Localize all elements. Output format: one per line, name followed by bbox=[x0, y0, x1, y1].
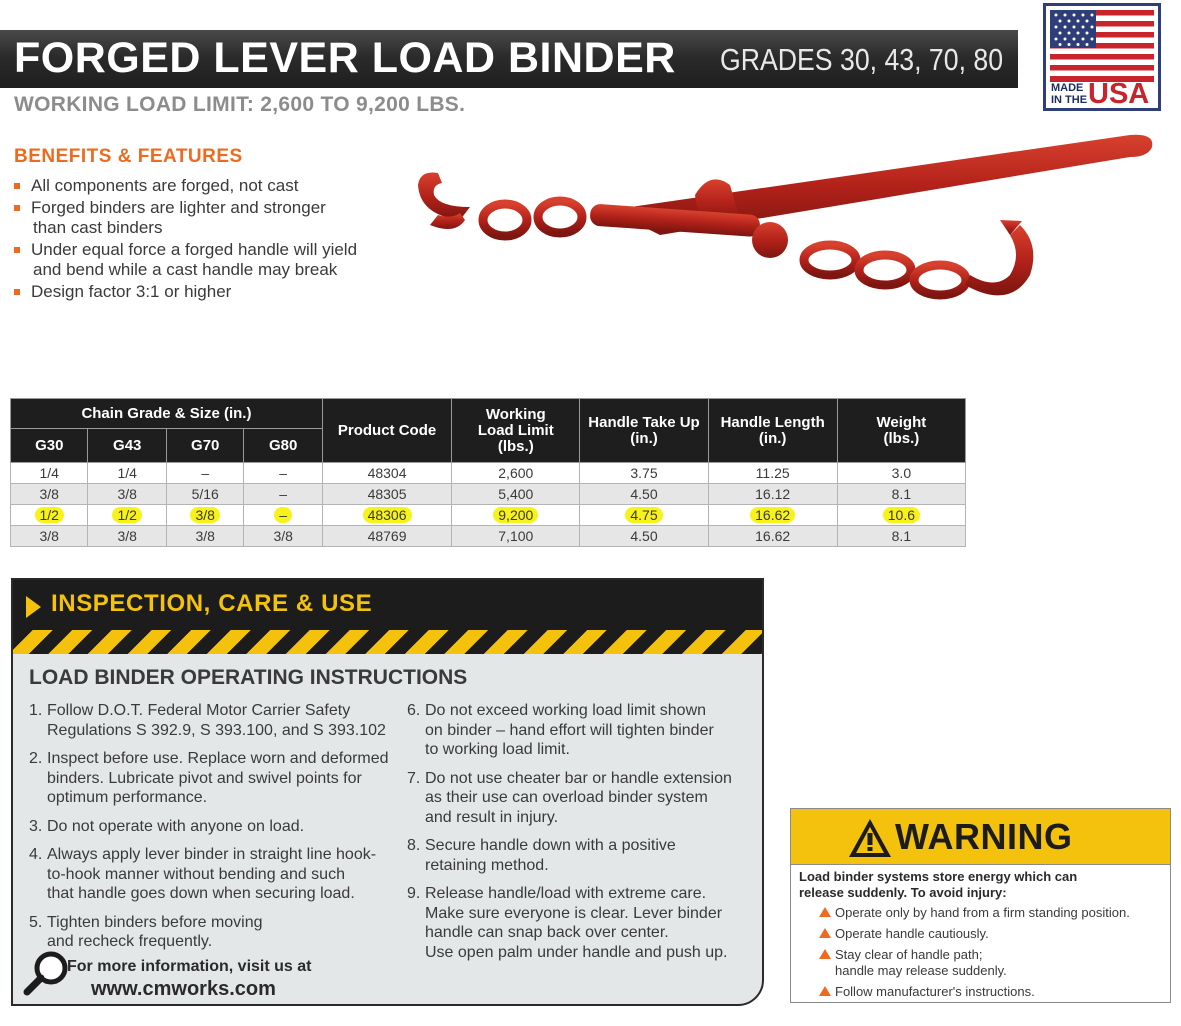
warning-item: Operate handle cautiously. bbox=[817, 926, 1162, 942]
grade-header: G30 bbox=[11, 429, 88, 463]
alert-triangle-icon bbox=[819, 986, 831, 996]
grade-header: G80 bbox=[244, 429, 322, 463]
instruction-item: 2. Inspect before use. Replace worn and deformed binders. Lubricate pivot and swivel points for optimum performance. bbox=[29, 750, 389, 806]
instructions-list-left bbox=[29, 701, 399, 961]
instruction-item: 9. Release handle/load with extreme care. Make sure everyone is clear. Lever binder handle can snap back over center. Use open palm under handle and push up. bbox=[407, 885, 728, 961]
alert-triangle-icon bbox=[819, 949, 831, 959]
instruction-item: 6. Do not exceed working load limit shown on binder – hand effort will tighten binder to working load limit. bbox=[407, 702, 714, 758]
instruction-item: 7. Do not use cheater bar or handle extension as their use can overload binder system and result in injury. bbox=[407, 769, 732, 826]
grade-header: G70 bbox=[166, 429, 243, 463]
benefits-title: BENEFITS & FEATURES bbox=[14, 146, 243, 167]
hazard-stripe bbox=[13, 630, 764, 654]
load-binder-image bbox=[410, 125, 1170, 315]
instruction-item: 1. Follow D.O.T. Federal Motor Carrier Safety Regulations S 392.9, S 393.100, and S 393.102 bbox=[29, 702, 386, 739]
weight-header: Weight (lbs.) bbox=[837, 399, 965, 463]
instruction-item: 5. Tighten binders before moving and recheck frequently. bbox=[29, 913, 263, 950]
benefits-list bbox=[14, 176, 404, 304]
spec-table bbox=[10, 398, 966, 547]
page-title: FORGED LEVER LOAD BINDER bbox=[14, 34, 676, 82]
alert-triangle-icon bbox=[819, 907, 831, 917]
benefit-item: Forged binders are lighter and stronger than cast binders bbox=[14, 198, 404, 238]
warning-list bbox=[817, 905, 1162, 1005]
bullet-icon bbox=[14, 183, 20, 189]
takeup-header: Handle Take Up (in.) bbox=[580, 399, 708, 463]
magnifier-icon bbox=[23, 950, 71, 998]
grades-subtitle: GRADES 30, 43, 70, 80 bbox=[720, 42, 1004, 77]
bullet-icon bbox=[14, 289, 20, 295]
made-in-label: MADE IN THE bbox=[1051, 82, 1088, 106]
wll-header: Working Load Limit (lbs.) bbox=[452, 399, 580, 463]
table-row: 3/8 3/8 3/8 3/8 48769 7,100 4.50 16.62 8.1 bbox=[11, 526, 966, 547]
us-flag-icon bbox=[1050, 10, 1154, 82]
bullet-icon bbox=[14, 247, 20, 253]
product-code-header: Product Code bbox=[322, 399, 451, 463]
play-arrow-icon bbox=[26, 596, 41, 618]
warning-item: Follow manufacturer's instructions. bbox=[817, 984, 1162, 1000]
usa-label: USA bbox=[1088, 78, 1150, 110]
website-link[interactable]: www.cmworks.com bbox=[91, 978, 276, 1000]
working-load-limit: WORKING LOAD LIMIT: 2,600 TO 9,200 LBS. bbox=[14, 93, 466, 116]
length-header: Handle Length (in.) bbox=[708, 399, 837, 463]
more-info-text: For more information, visit us at bbox=[67, 958, 312, 975]
operating-instructions-title: LOAD BINDER OPERATING INSTRUCTIONS bbox=[29, 666, 468, 689]
bullet-icon bbox=[14, 205, 20, 211]
warning-icon bbox=[847, 817, 893, 859]
alert-triangle-icon bbox=[819, 928, 831, 938]
instruction-item: 4. Always apply lever binder in straight line hook- to-hook manner without bending and such that handle goes down when securing load. bbox=[29, 846, 377, 902]
warning-box bbox=[790, 808, 1171, 1003]
warning-intro: Load binder systems store energy which can release suddenly. To avoid injury: bbox=[799, 869, 1078, 900]
instruction-item: 3. Do not operate with anyone on load. bbox=[29, 817, 305, 835]
warning-title: WARNING bbox=[895, 816, 1073, 857]
instruction-item: 8. Secure handle down with a positive retaining method. bbox=[407, 837, 676, 874]
warning-item: Stay clear of handle path; handle may release suddenly. bbox=[817, 947, 1162, 979]
benefit-item: Design factor 3:1 or higher bbox=[14, 282, 404, 302]
instructions-list-right bbox=[407, 701, 747, 971]
warning-item: Operate only by hand from a firm standing position. bbox=[817, 905, 1162, 921]
made-in-usa-badge bbox=[1043, 3, 1161, 111]
benefit-item: All components are forged, not cast bbox=[14, 176, 404, 196]
inspection-panel bbox=[11, 578, 764, 1006]
table-row: 1/4 1/4 – – 48304 2,600 3.75 11.25 3.0 bbox=[11, 463, 966, 484]
chain-grade-header: Chain Grade & Size (in.) bbox=[11, 399, 323, 429]
grade-header: G43 bbox=[88, 429, 166, 463]
table-row: 3/8 3/8 5/16 – 48305 5,400 4.50 16.12 8.1 bbox=[11, 484, 966, 505]
table-row-highlighted: 1/2 1/2 3/8 – 48306 9,200 4.75 16.62 10.6 bbox=[11, 505, 966, 526]
inspection-title: INSPECTION, CARE & USE bbox=[51, 590, 373, 617]
benefit-item: Under equal force a forged handle will yield and bend while a cast handle may break bbox=[14, 240, 404, 280]
